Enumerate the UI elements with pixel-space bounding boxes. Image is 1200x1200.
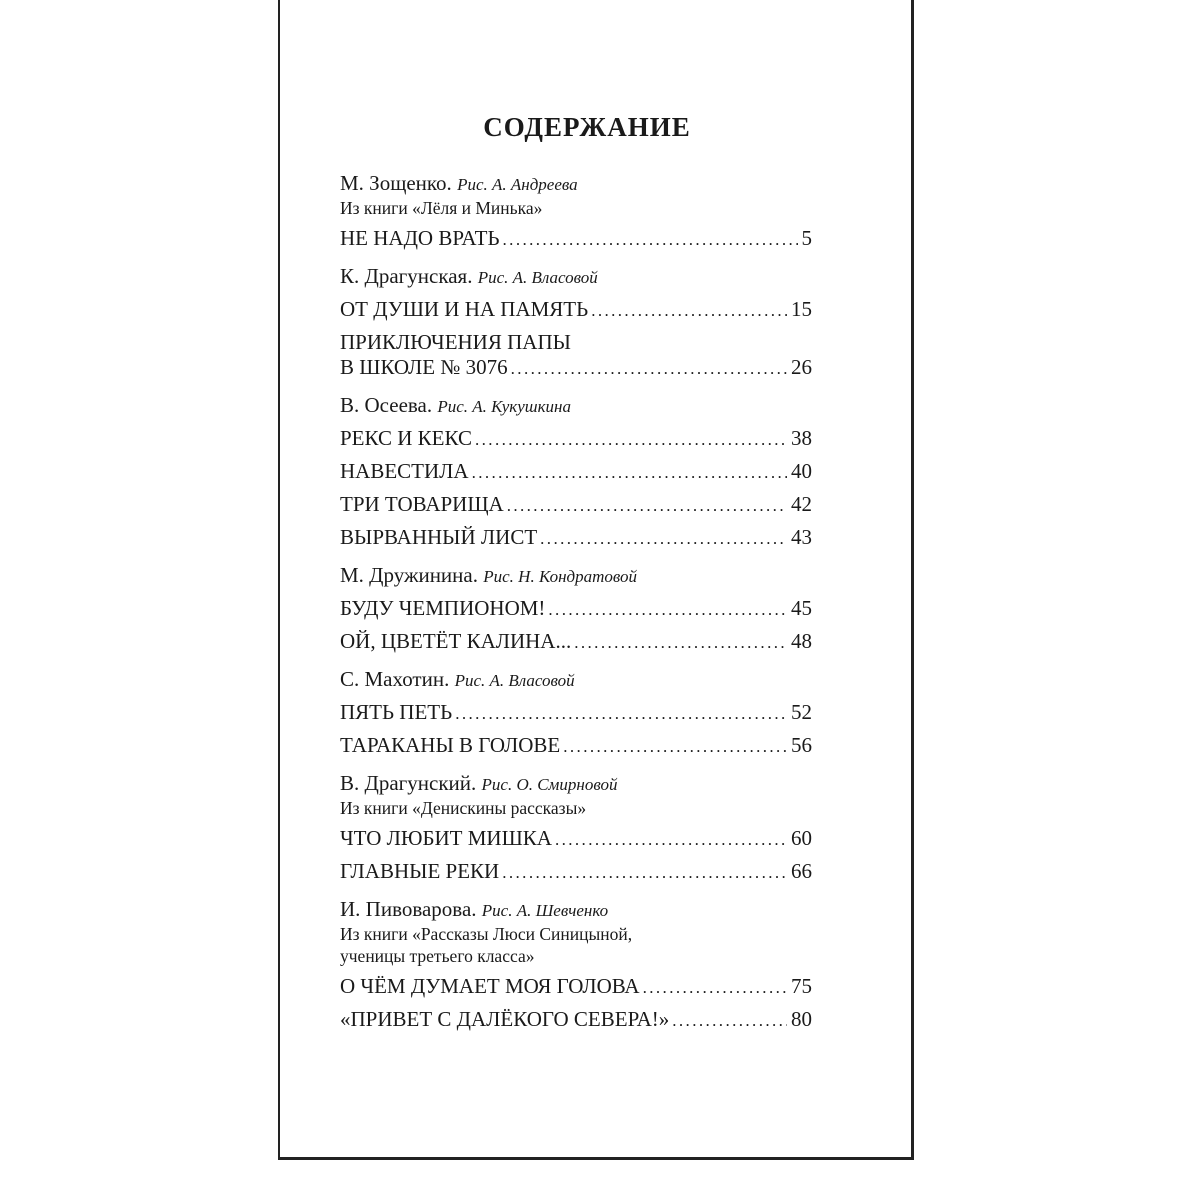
author-name: К. Драгунская. [340, 264, 473, 288]
author-name: М. Дружинина. [340, 563, 478, 587]
toc-sections [340, 171, 812, 1033]
page-title: СОДЕРЖАНИЕ [483, 112, 691, 142]
source-book: Из книги «Лёля и Минька» [340, 198, 543, 218]
toc-entry [340, 700, 812, 726]
page-number: 56 [791, 733, 812, 757]
illustrator-credit: Рис. А. Шевченко [481, 901, 609, 920]
dot-leader [503, 227, 798, 252]
toc-entry [340, 1007, 812, 1033]
entry-title: РЕКС И КЕКС [340, 426, 472, 450]
page-number: 40 [791, 459, 812, 483]
dot-leader [472, 460, 787, 485]
dot-leader [455, 701, 787, 726]
toc-entry [340, 330, 812, 381]
entry-row [340, 492, 812, 518]
page-number: 75 [791, 974, 812, 998]
toc-section [340, 264, 812, 381]
toc-section [340, 563, 812, 655]
dot-leader [475, 427, 787, 452]
toc-section [340, 667, 812, 759]
illustrator-credit: Рис. О. Смирновой [481, 775, 618, 794]
entry-row [340, 226, 812, 252]
author-line [340, 771, 812, 797]
toc-section [340, 771, 812, 885]
entry-row [340, 629, 812, 655]
entry-row [340, 974, 812, 1000]
entry-title: НЕ НАДО ВРАТЬ [340, 226, 500, 250]
toc-entry [340, 226, 812, 252]
entry-title: БУДУ ЧЕМПИОНОМ! [340, 596, 546, 620]
page-number: 48 [791, 629, 812, 653]
toc-section [340, 171, 812, 252]
illustrator-credit: Рис. А. Кукушкина [437, 397, 571, 416]
entry-row [340, 1007, 812, 1033]
entry-row [340, 355, 812, 381]
toc-entry [340, 596, 812, 622]
entry-row [340, 596, 812, 622]
toc-entry [340, 859, 812, 885]
dot-leader [507, 493, 787, 518]
entry-title: ОЙ, ЦВЕТЁТ КАЛИНА... [340, 629, 572, 653]
author-line [340, 667, 812, 693]
dot-leader [574, 630, 787, 655]
dot-leader [540, 526, 787, 551]
author-name: И. Пивоварова. [340, 897, 477, 921]
entry-title: ПЯТЬ ПЕТЬ [340, 700, 453, 724]
entry-title: ЧТО ЛЮБИТ МИШКА [340, 826, 552, 850]
author-line [340, 171, 812, 197]
page-number: 66 [791, 859, 812, 883]
entry-row [340, 826, 812, 852]
page-number: 15 [791, 297, 812, 321]
page-number: 42 [791, 492, 812, 516]
dot-leader [672, 1008, 787, 1033]
toc-entry [340, 525, 812, 551]
author-name: С. Махотин. [340, 667, 450, 691]
toc-entry [340, 733, 812, 759]
dot-leader [643, 975, 787, 1000]
author-line [340, 563, 812, 589]
page-number: 38 [791, 426, 812, 450]
page-number: 26 [791, 355, 812, 379]
author-line [340, 264, 812, 290]
dot-leader [591, 298, 787, 323]
entry-title: О ЧЁМ ДУМАЕТ МОЯ ГОЛОВА [340, 974, 640, 998]
entry-row [340, 426, 812, 452]
dot-leader [548, 597, 787, 622]
dot-leader [502, 860, 787, 885]
page-number: 52 [791, 700, 812, 724]
table-of-contents [340, 112, 812, 1045]
entry-title: ГЛАВНЫЕ РЕКИ [340, 859, 500, 883]
entry-title: ВЫРВАННЫЙ ЛИСТ [340, 525, 538, 549]
source-book: ученицы третьего класса» [340, 946, 535, 966]
entry-title: В ШКОЛЕ № 3076 [340, 355, 508, 379]
entry-title-line: ПРИКЛЮЧЕНИЯ ПАПЫ [340, 330, 571, 354]
toc-entry [340, 297, 812, 323]
page-number: 80 [791, 1007, 812, 1031]
illustrator-credit: Рис. А. Власовой [477, 268, 598, 287]
entry-title: ОТ ДУШИ И НА ПАМЯТЬ [340, 297, 589, 321]
entry-row [340, 733, 812, 759]
entry-row [340, 859, 812, 885]
entry-title: ТАРАКАНЫ В ГОЛОВЕ [340, 733, 561, 757]
toc-entry [340, 974, 812, 1000]
toc-entry [340, 629, 812, 655]
author-name: В. Осеева. [340, 393, 433, 417]
author-line [340, 393, 812, 419]
page-number: 43 [791, 525, 812, 549]
source-book: Из книги «Денискины рассказы» [340, 798, 587, 818]
entry-title: ТРИ ТОВАРИЩА [340, 492, 504, 516]
illustrator-credit: Рис. Н. Кондратовой [483, 567, 638, 586]
illustrator-credit: Рис. А. Власовой [454, 671, 575, 690]
illustrator-credit: Рис. А. Андреева [457, 175, 578, 194]
toc-entry [340, 459, 812, 485]
toc-entry [340, 826, 812, 852]
toc-section [340, 393, 812, 551]
toc-entry [340, 492, 812, 518]
entry-title: НАВЕСТИЛА [340, 459, 469, 483]
source-book: Из книги «Рассказы Люси Синицыной, [340, 924, 633, 944]
dot-leader [563, 734, 787, 759]
author-name: М. Зощенко. [340, 171, 452, 195]
entry-row [340, 297, 812, 323]
toc-entry [340, 426, 812, 452]
author-line [340, 897, 812, 923]
page-number: 5 [801, 226, 812, 250]
entry-row [340, 700, 812, 726]
page-number: 60 [791, 826, 812, 850]
entry-title: «ПРИВЕТ С ДАЛЁКОГО СЕВЕРА!» [340, 1007, 670, 1031]
author-name: В. Драгунский. [340, 771, 477, 795]
page-number: 45 [791, 596, 812, 620]
entry-row [340, 525, 812, 551]
dot-leader [511, 356, 787, 381]
entry-row [340, 459, 812, 485]
dot-leader [555, 827, 787, 852]
toc-section [340, 897, 812, 1033]
